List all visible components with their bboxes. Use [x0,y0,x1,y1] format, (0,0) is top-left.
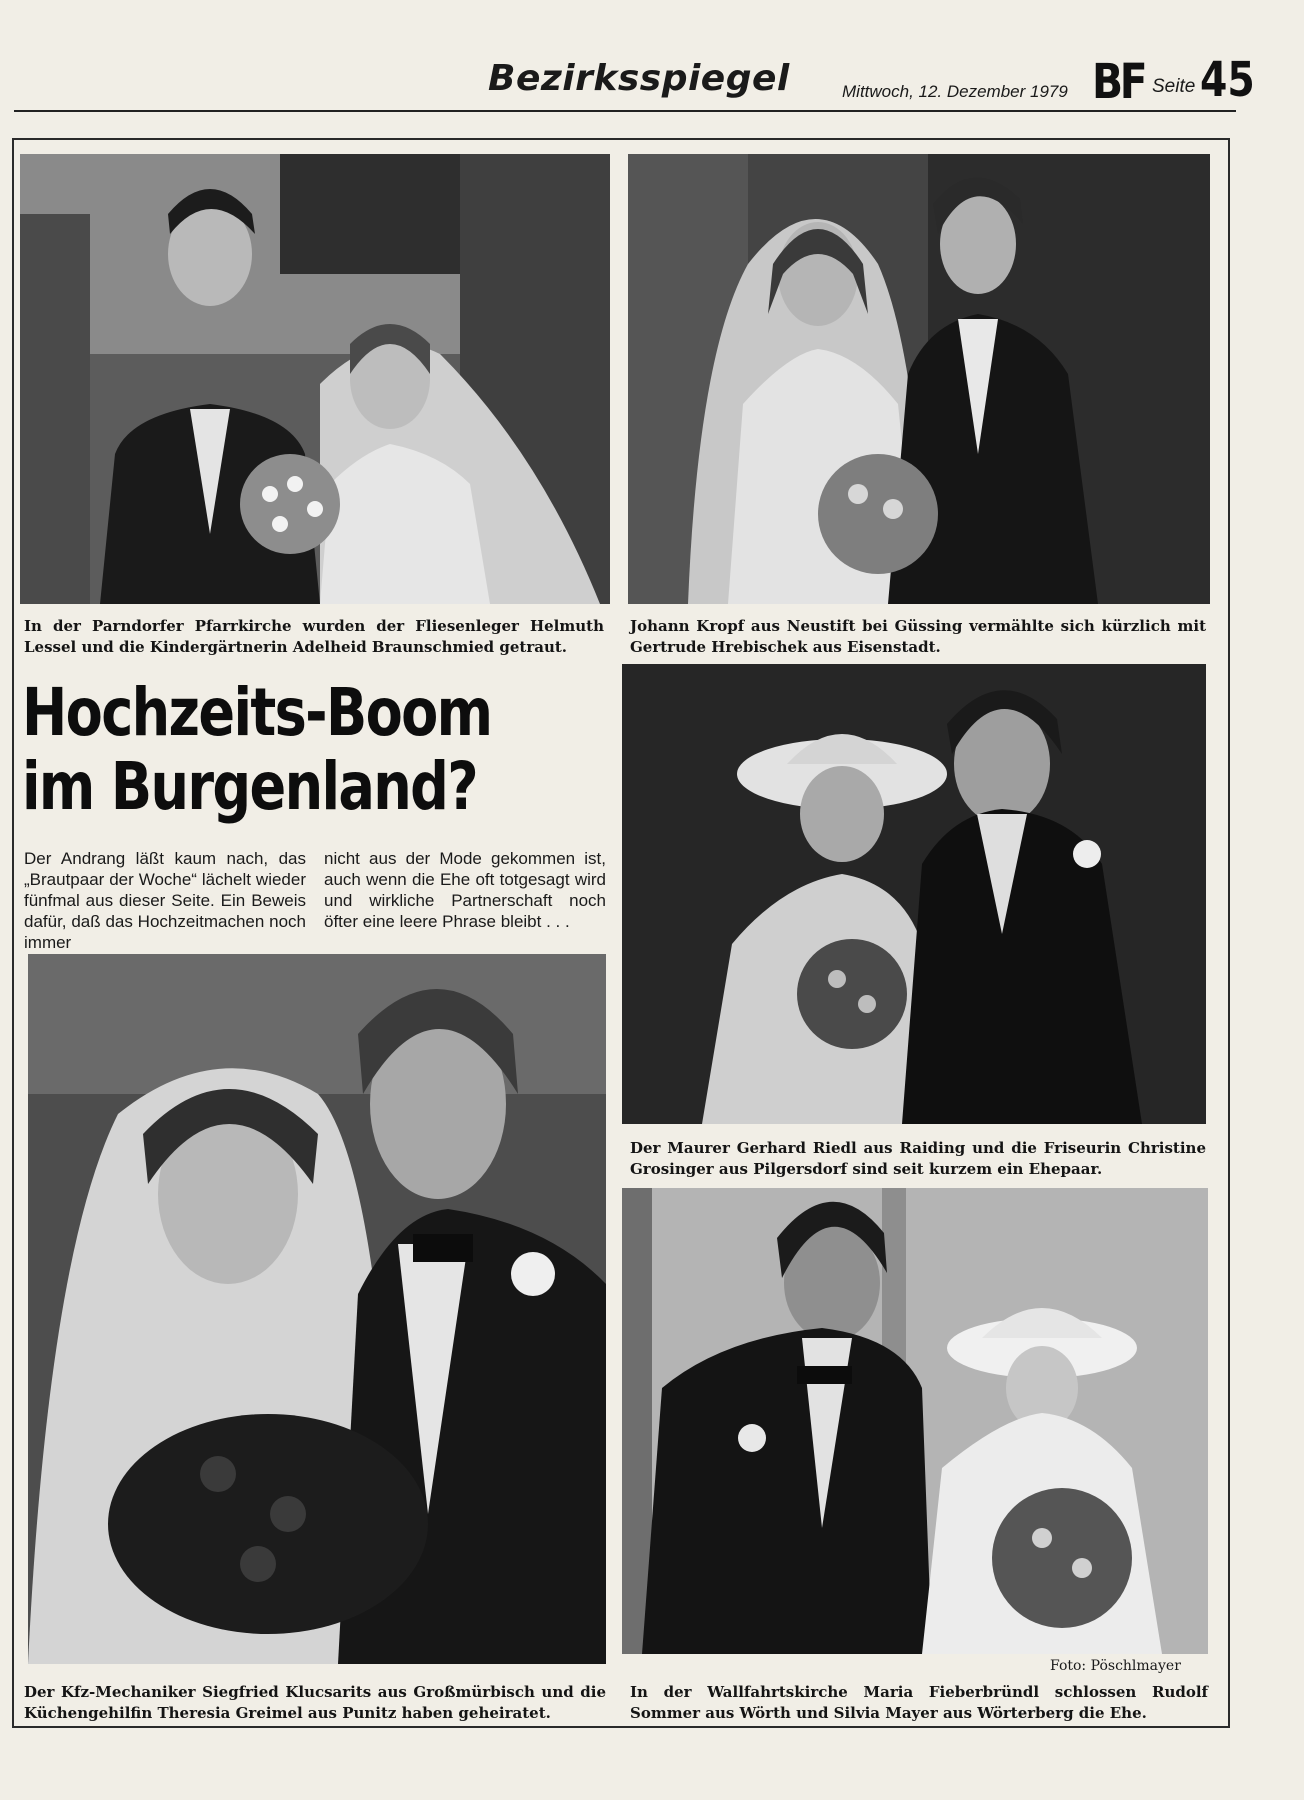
photo-credit: Foto: Pöschlmayer [1050,1658,1181,1674]
page-number: 45 [1200,52,1255,108]
headline-line-1: Hochzeits-Boom [22,674,492,751]
caption-middle-right: Der Maurer Gerhard Riedl aus Raiding und die Friseurin Christine Grosinger aus Pilgersdorf sind seit kurzem ein Ehepaar. [630,1139,1206,1178]
wedding-photo-bottom-left [28,954,606,1664]
wedding-photo-middle-right [622,664,1206,1124]
article-column-2: nicht aus der Mode gekommen ist, auch wenn die Ehe oft totgesagt wird und wirkliche Partnerschaft noch öfter eine leere Phrase bleibt . . . [324,849,606,931]
caption-top-left: In der Parndorfer Pfarrkirche wurden der Fliesenleger Helmuth Lessel und die Kindergärtnerin Adelheid Braunschmied getraut. [24,617,604,656]
page-label: Seite [1152,76,1196,97]
article-headline [22,676,498,824]
article-column-1: Der Andrang läßt kaum nach, das „Brautpaar der Woche“ lächelt wieder fünfmal aus dieser Seite. Ein Beweis dafür, daß das Hochzeitmachen noch immer [24,849,306,952]
wedding-photo-bottom-right [622,1188,1208,1654]
wedding-photo-top-left [20,154,610,604]
wedding-photo-top-right [628,154,1210,604]
issue-date: Mittwoch, 12. Dezember 1979 [842,82,1068,101]
headline-line-2: im Burgenland? [22,748,478,825]
publication-logo: BF [1092,54,1145,110]
caption-top-right: Johann Kropf aus Neustift bei Güssing vermählte sich kürzlich mit Gertrude Hrebischek aus Eisenstadt. [630,617,1206,656]
page-header [14,52,1255,112]
caption-bottom-right: In der Wallfahrtskirche Maria Fieberbründl schlossen Rudolf Sommer aus Wörth und Silvia Mayer aus Wörterberg die Ehe. [630,1683,1208,1722]
section-title: Bezirksspiegel [488,58,790,99]
caption-bottom-left: Der Kfz-Mechaniker Siegfried Klucsarits aus Großmürbisch und die Küchengehilfin Theresia Greimel aus Punitz haben geheiratet. [24,1683,606,1722]
